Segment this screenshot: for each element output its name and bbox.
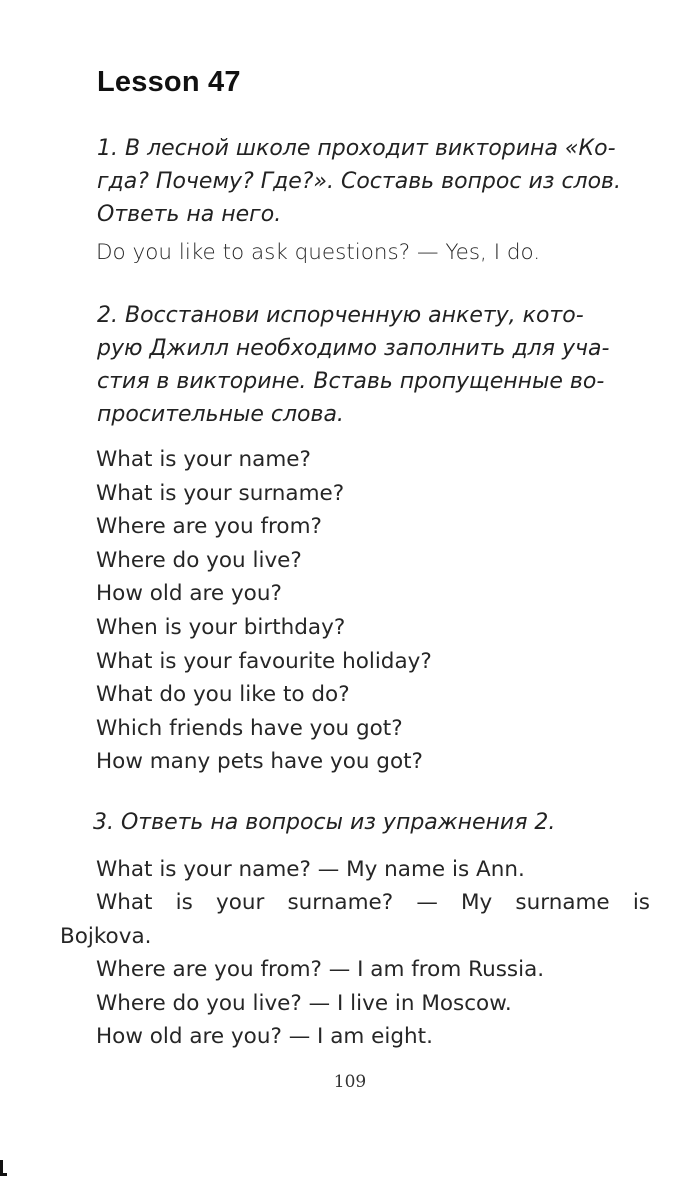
list-item: Where do you live? <box>96 547 302 573</box>
list-item: What do you like to do? <box>96 682 350 708</box>
answer-2-line-2: Bojkova. <box>60 923 152 949</box>
task-2-line-1: 2. Восстанови испорченную анкету, кото- <box>97 303 584 328</box>
task-3-instruction <box>93 806 646 839</box>
list-item: What is your surname? <box>96 480 345 506</box>
answer-5: How old are you? — I am eight. <box>96 1024 433 1050</box>
answer-4: Where do you live? — I live in Moscow. <box>96 990 512 1016</box>
list-item: How many pets have you got? <box>96 749 423 775</box>
page-number: 109 <box>333 1072 367 1092</box>
task-2-line-2: рую Джилл необходимо заполнить для уча- <box>97 336 610 361</box>
task-1-line-3: Ответь на него. <box>97 202 282 227</box>
task-2-line-4: просительные слова. <box>97 402 344 427</box>
task-2-line-3: стия в викторине. Вставь пропущенные во- <box>97 369 605 394</box>
list-item: Which friends have you got? <box>96 715 403 741</box>
task-3-line-1: 3. Ответь на вопросы из упражнения 2. <box>93 810 556 835</box>
task-1-line-2: гда? Почему? Где?». Составь вопрос из слов. <box>97 169 622 194</box>
list-item: When is your birthday? <box>96 614 346 640</box>
answer-1: What is your name? — My name is Ann. <box>96 857 525 882</box>
task-2-instruction <box>97 299 650 431</box>
task-3-answers <box>60 853 650 1053</box>
questionnaire-list <box>96 443 432 779</box>
task-1-line-1: 1. В лесной школе проходит викторина «Ко- <box>97 136 616 161</box>
list-item: Where are you from? <box>96 514 322 540</box>
list-item: How old are you? <box>96 581 282 607</box>
answer-2-line-1: What is your surname? — My surname is <box>96 890 650 916</box>
lesson-title: Lesson 47 <box>97 66 241 98</box>
task-1-example: Do you like to ask questions? — Yes, I do. <box>96 240 541 265</box>
task-1-instruction <box>97 132 650 231</box>
list-item: What is your favourite holiday? <box>96 648 432 674</box>
list-item: What is your name? <box>96 447 311 472</box>
answer-3: Where are you from? — I am from Russia. <box>96 957 545 983</box>
crop-mark <box>0 1160 7 1176</box>
